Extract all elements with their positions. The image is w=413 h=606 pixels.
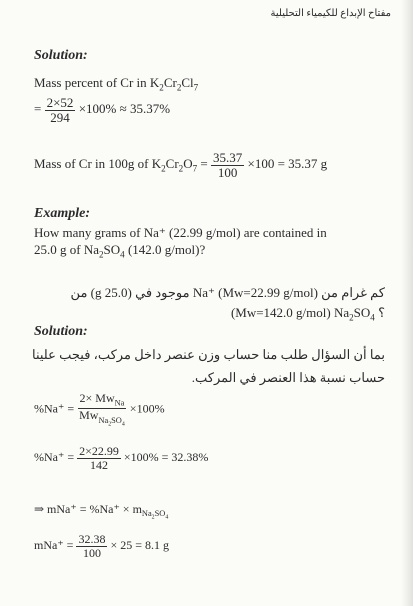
- running-header: مفتاح الإبداع للكيمياء التحليلية: [270, 8, 391, 19]
- subscript: Na: [114, 398, 125, 408]
- mass-percent-text: Mass percent of Cr in K: [34, 75, 160, 90]
- example-line-2: [34, 242, 205, 260]
- fraction: [77, 445, 121, 471]
- equation-label: Mass of Cr in 100g of K: [34, 156, 162, 172]
- equation-result: ×100% ≈ 35.37%: [78, 101, 171, 117]
- equals-sign: =: [200, 156, 208, 172]
- subscript: 2: [99, 249, 104, 260]
- numerator: 2×52: [46, 95, 74, 110]
- page-edge-shadow: [401, 0, 413, 606]
- example-text: (142.0 g/mol)?: [124, 242, 206, 257]
- example-text: ؟: [374, 305, 385, 320]
- equation-mass-cr: [34, 151, 327, 179]
- fraction: [76, 533, 107, 559]
- formula-mass-na-values: [34, 533, 169, 559]
- equation-mass-percent: [34, 96, 170, 124]
- subscript: [141, 509, 169, 522]
- denominator-text: Mw: [79, 408, 99, 423]
- formula-lhs: %Na⁺ =: [34, 401, 75, 416]
- subscript: 7: [192, 163, 198, 174]
- formula-part: Na: [98, 415, 109, 425]
- formula-rest: ×100%: [129, 401, 165, 416]
- formula-part: SO: [154, 509, 166, 519]
- subscript: 4: [120, 249, 125, 260]
- subscript: 2: [349, 312, 354, 323]
- subscript: 4: [165, 515, 169, 522]
- solution-arabic-line-1: بما أن السؤال طلب منا حساب وزن عنصر داخل مركب، فيجب علينا: [32, 347, 385, 362]
- denominator: [77, 409, 127, 427]
- denominator: 294: [50, 109, 70, 125]
- formula-text: ⇒ mNa⁺ = %Na⁺ × m: [34, 502, 142, 516]
- example-line-1: How many grams of Na⁺ (22.99 g/mol) are contained in: [34, 225, 327, 240]
- fraction: [77, 392, 127, 427]
- denominator: 100: [82, 545, 101, 560]
- fraction: [45, 96, 76, 124]
- solution-heading: Solution:: [34, 48, 88, 63]
- numerator: [78, 392, 127, 409]
- subscript: [98, 415, 125, 428]
- formula-percent-na-values: [34, 445, 208, 471]
- formula-mass-na: [34, 502, 168, 521]
- formula-rest: ×100% = 32.38%: [123, 449, 209, 464]
- subscript: 2: [159, 82, 164, 93]
- numerator-text: 2× Mw: [79, 391, 115, 405]
- formula-part: O: [183, 156, 193, 172]
- example-arabic-line-2: [231, 305, 385, 323]
- formula-lhs: mNa⁺ =: [34, 537, 74, 552]
- formula-part: Cr: [165, 156, 179, 172]
- equals-sign: =: [34, 101, 42, 117]
- example-text: (Mw=142.0 g/mol) Na: [230, 305, 350, 320]
- example-text: 25.0 g of Na: [34, 242, 99, 257]
- mass-percent-line: [34, 75, 198, 93]
- solution-arabic-line-2: حساب نسبة هذا العنصر في المركب.: [191, 370, 385, 385]
- subscript: 2: [151, 515, 155, 522]
- fraction: [211, 151, 244, 179]
- subscript: 4: [121, 421, 125, 428]
- numerator: 32.38: [78, 532, 106, 546]
- denominator: 142: [89, 457, 108, 472]
- formula-lhs: %Na⁺ =: [34, 449, 75, 464]
- equation-result: ×100 = 35.37 g: [247, 156, 328, 172]
- subscript: 2: [161, 163, 166, 174]
- formula-part: Na: [141, 509, 152, 519]
- subscript: 2: [178, 163, 184, 174]
- formula-part: SO: [353, 305, 371, 320]
- formula-rest: × 25 = 8.1 g: [110, 537, 169, 552]
- subscript: 7: [193, 82, 199, 93]
- example-arabic-line-1: كم غرام من Na⁺ (Mw=22.99 g/mol) موجود في (25.0 g) من: [70, 285, 385, 300]
- denominator: 100: [217, 164, 238, 180]
- formula-part: SO: [111, 415, 122, 425]
- formula-part: Cl: [181, 75, 194, 90]
- formula-percent-na: [34, 392, 165, 427]
- numerator: 35.37: [212, 150, 243, 165]
- formula-part: Cr: [163, 75, 177, 90]
- example-heading: Example:: [34, 206, 90, 221]
- formula-part: SO: [103, 242, 121, 257]
- subscript: 2: [108, 421, 112, 428]
- numerator: 2×22.99: [79, 444, 119, 458]
- subscript: 4: [370, 312, 375, 323]
- subscript: 2: [176, 82, 182, 93]
- solution-heading: Solution:: [34, 324, 88, 339]
